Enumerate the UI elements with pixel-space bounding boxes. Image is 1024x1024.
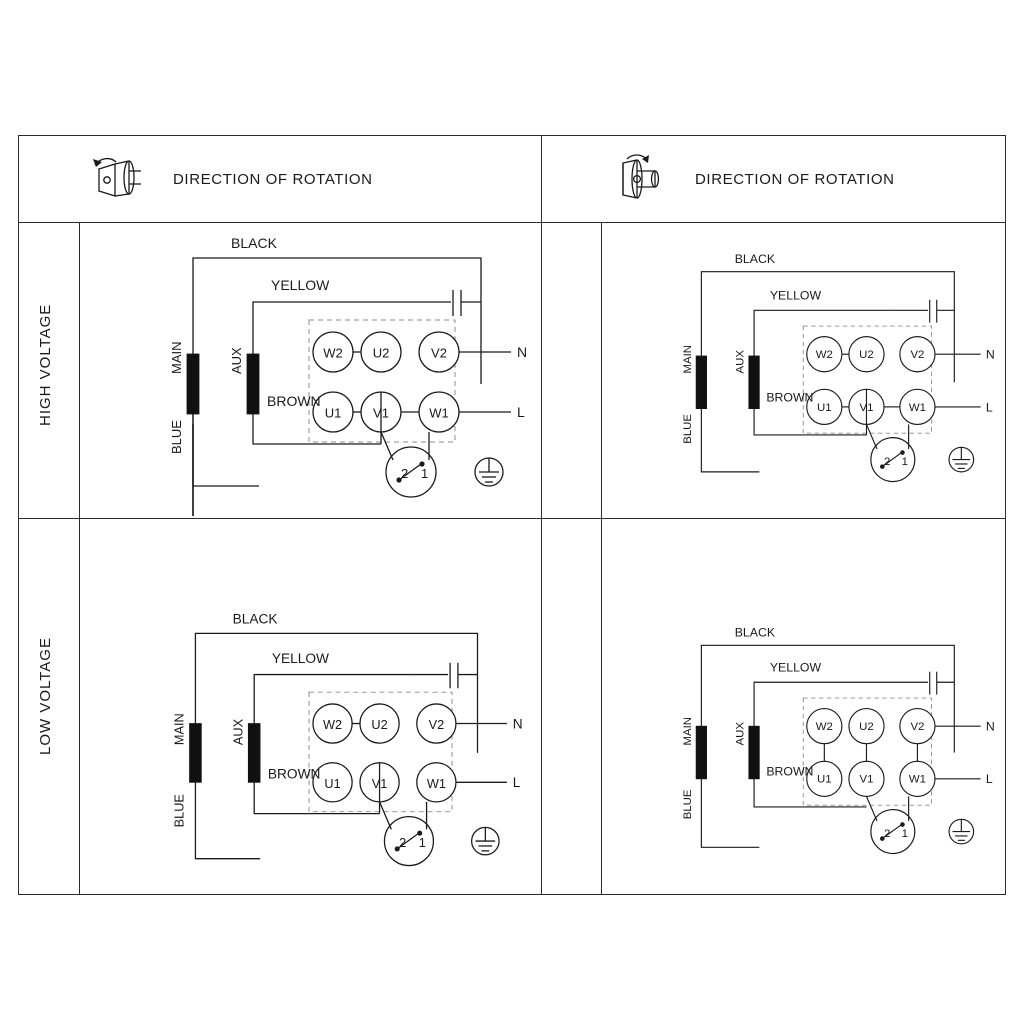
label-black: BLACK bbox=[232, 611, 278, 627]
label-yellow: YELLOW bbox=[769, 288, 822, 303]
grid-vline-rowlabel-left bbox=[79, 222, 80, 895]
label-main: MAIN bbox=[681, 344, 694, 374]
label-v1: V1 bbox=[859, 401, 874, 414]
grid-hline-1 bbox=[19, 222, 1005, 223]
label-main: MAIN bbox=[171, 713, 187, 746]
label-u1: U1 bbox=[324, 775, 341, 791]
label-brown: BROWN bbox=[766, 764, 814, 779]
label-blue: BLUE bbox=[171, 794, 187, 828]
row-label-high-voltage: HIGH VOLTAGE bbox=[37, 303, 54, 426]
rotation-label-right: DIRECTION OF ROTATION bbox=[695, 170, 895, 188]
label-w2: W2 bbox=[815, 349, 833, 362]
label-yellow: YELLOW bbox=[271, 650, 329, 666]
grid-hline-2 bbox=[19, 518, 1005, 519]
label-main: MAIN bbox=[681, 716, 694, 746]
label-n: N bbox=[985, 719, 995, 734]
label-v1: V1 bbox=[371, 775, 388, 791]
label-2: 2 bbox=[884, 455, 891, 468]
label-u1: U1 bbox=[324, 405, 342, 421]
panel-hv-cw bbox=[603, 224, 1007, 516]
label-blue: BLUE bbox=[681, 789, 694, 820]
label-w1: W1 bbox=[908, 773, 926, 786]
label-u2: U2 bbox=[372, 345, 390, 361]
label-yellow: YELLOW bbox=[769, 660, 822, 675]
label-brown: BROWN bbox=[766, 390, 814, 405]
label-v2: V2 bbox=[431, 345, 447, 361]
label-l: L bbox=[512, 775, 521, 791]
label-l: L bbox=[517, 404, 525, 420]
label-main: MAIN bbox=[169, 341, 184, 374]
label-u2: U2 bbox=[371, 717, 388, 733]
label-v2: V2 bbox=[910, 721, 925, 734]
label-aux: AUX bbox=[230, 718, 246, 746]
wiring-diagram-sheet bbox=[18, 135, 1006, 895]
label-2: 2 bbox=[401, 466, 409, 481]
motor-shaft-cw-icon bbox=[607, 151, 669, 207]
label-brown: BROWN bbox=[267, 393, 321, 409]
label-w1: W1 bbox=[426, 775, 446, 791]
label-u2: U2 bbox=[859, 349, 874, 362]
label-1: 1 bbox=[421, 466, 429, 481]
label-u1: U1 bbox=[817, 401, 832, 414]
grid-vline-rowlabel-right bbox=[601, 222, 602, 895]
panel-lv-cw bbox=[603, 606, 1007, 892]
label-l: L bbox=[985, 772, 993, 787]
label-w2: W2 bbox=[323, 717, 343, 733]
label-black: BLACK bbox=[231, 235, 277, 251]
header-cell-right bbox=[541, 136, 1007, 222]
label-l: L bbox=[985, 400, 993, 415]
label-blue: BLUE bbox=[681, 413, 694, 444]
label-v2: V2 bbox=[910, 349, 925, 362]
label-aux: AUX bbox=[734, 350, 747, 374]
label-u1: U1 bbox=[817, 773, 832, 786]
grid-vline-center bbox=[541, 136, 542, 894]
label-2: 2 bbox=[399, 834, 407, 850]
label-u2: U2 bbox=[859, 721, 874, 734]
label-yellow: YELLOW bbox=[271, 277, 330, 293]
label-n: N bbox=[517, 344, 528, 360]
motor-shaft-ccw-icon bbox=[85, 151, 147, 207]
label-w2: W2 bbox=[323, 345, 343, 361]
label-1: 1 bbox=[901, 455, 908, 468]
label-black: BLACK bbox=[734, 251, 776, 266]
panel-hv-ccw bbox=[81, 224, 541, 516]
label-2: 2 bbox=[884, 827, 891, 840]
label-w1: W1 bbox=[908, 401, 926, 414]
label-black: BLACK bbox=[734, 625, 776, 640]
label-w2: W2 bbox=[815, 721, 833, 734]
panel-lv-ccw bbox=[81, 606, 541, 892]
label-v2: V2 bbox=[428, 717, 445, 733]
label-aux: AUX bbox=[229, 347, 244, 374]
label-1: 1 bbox=[418, 834, 426, 850]
label-n: N bbox=[512, 716, 523, 732]
label-v1: V1 bbox=[373, 405, 389, 421]
label-v1: V1 bbox=[859, 773, 874, 786]
label-brown: BROWN bbox=[267, 766, 321, 782]
label-blue: BLUE bbox=[169, 420, 184, 454]
row-label-low-voltage: LOW VOLTAGE bbox=[37, 637, 54, 755]
label-1: 1 bbox=[901, 827, 908, 840]
label-aux: AUX bbox=[734, 722, 747, 746]
rotation-label-left: DIRECTION OF ROTATION bbox=[173, 170, 373, 188]
header-cell-left bbox=[19, 136, 541, 222]
label-w1: W1 bbox=[429, 405, 449, 421]
label-n: N bbox=[985, 347, 995, 362]
